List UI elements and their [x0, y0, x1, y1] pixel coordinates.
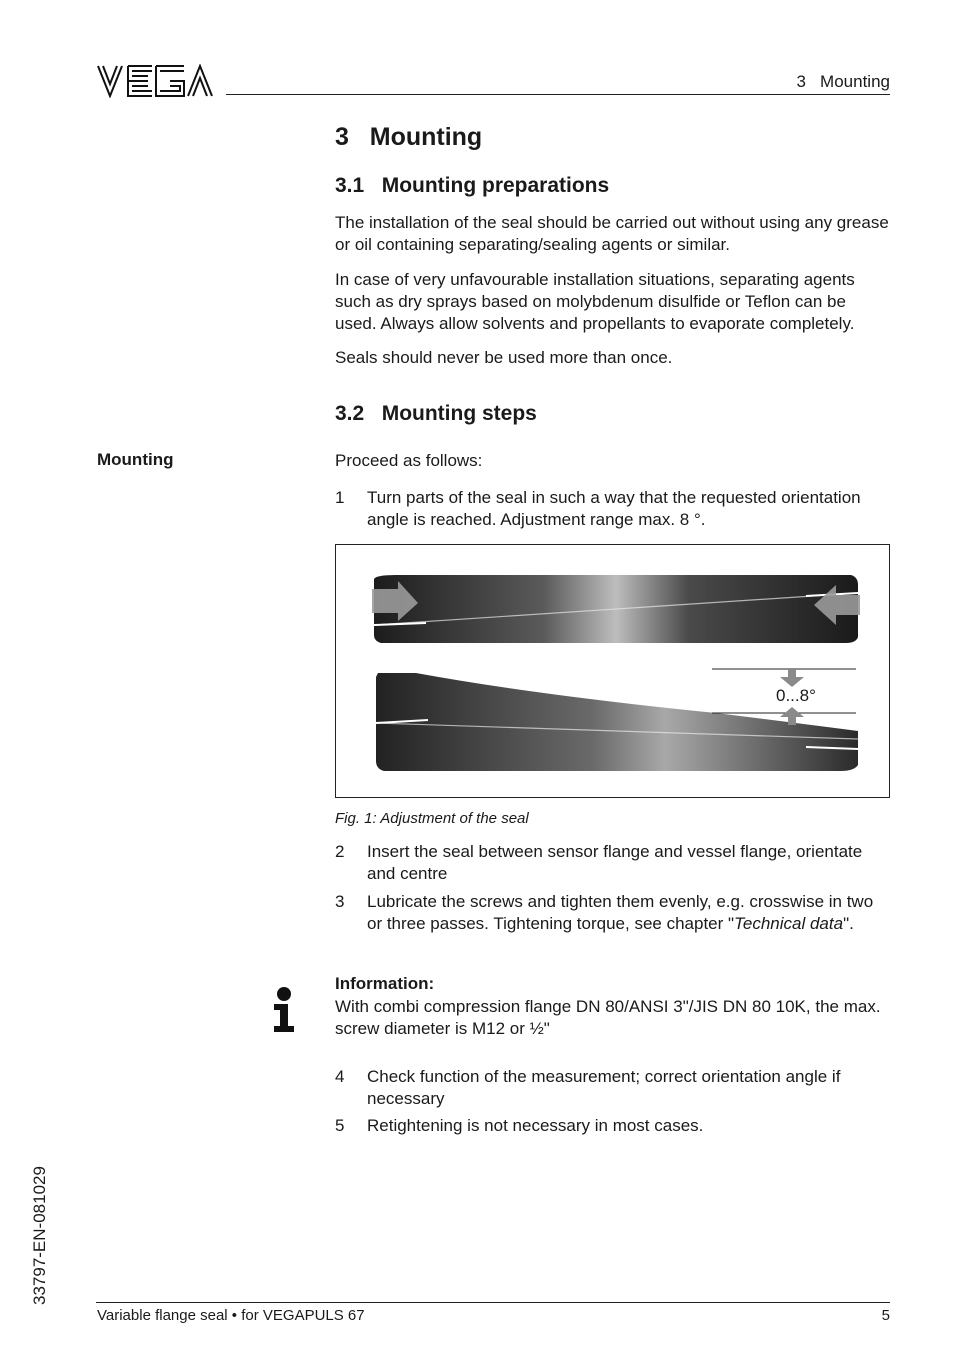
- paragraph: In case of very unfavourable installation situations, separating agents such as dry sprays based on molybdenum disulfide or Teflon can be used. Always allow solvents and propellants to evaporate completely.: [335, 270, 855, 333]
- document-code: 33797-EN-081029: [30, 1166, 49, 1305]
- step-text-part: ".: [843, 914, 854, 933]
- step-number: 2: [335, 842, 345, 861]
- page-number: 5: [881, 1307, 890, 1324]
- step-number: 3: [335, 892, 345, 911]
- step-number: 4: [335, 1067, 345, 1086]
- info-icon: [270, 986, 298, 1034]
- step-item: [335, 1115, 891, 1137]
- paragraph: The installation of the seal should be carried out without using any grease or oil containing separating/sealing agents or similar.: [335, 213, 889, 254]
- step-text: Retightening is not necessary in most cases.: [367, 1116, 704, 1135]
- section-title-3-1: 3.1 Mounting preparations: [335, 174, 610, 197]
- footer-rule: [96, 1302, 890, 1303]
- angle-label: 0...8°: [776, 686, 816, 705]
- paragraph: Seals should never be used more than once.: [335, 348, 673, 367]
- running-header: 3 Mounting: [796, 72, 890, 91]
- step-text-part: Lubricate the screws and tighten them evenly, e.g. crosswise in two or three passes. Tightening torque, see chapter ": [367, 892, 874, 933]
- chapter-title: 3 Mounting: [335, 123, 483, 151]
- step-number: 5: [335, 1116, 345, 1135]
- seal-illustration: [336, 545, 889, 797]
- step-text: Turn parts of the seal in such a way that the requested orientation angle is reached. Adjustment range max. 8 °.: [367, 488, 861, 529]
- info-text: With combi compression flange DN 80/ANSI 3"/JIS DN 80 10K, the max. screw diameter is M12 or ½": [335, 997, 881, 1038]
- step-text: Insert the seal between sensor flange and vessel flange, orientate and centre: [367, 842, 863, 883]
- margin-label: Mounting: [97, 450, 174, 469]
- seal-figure: [335, 544, 890, 798]
- step-item: [335, 891, 891, 935]
- footer-title: Variable flange seal • for VEGAPULS 67: [97, 1307, 365, 1324]
- header-rule: [226, 94, 890, 95]
- figure-caption: Fig. 1: Adjustment of the seal: [335, 810, 529, 827]
- step-text: Check function of the measurement; correct orientation angle if necessary: [367, 1067, 841, 1108]
- step-number: 1: [335, 488, 345, 507]
- steps-intro: Proceed as follows:: [335, 451, 483, 470]
- info-title: Information:: [335, 974, 435, 993]
- step-text: [367, 891, 891, 935]
- vega-logo: [96, 64, 214, 98]
- section-title-3-2: 3.2 Mounting steps: [335, 402, 537, 425]
- step-item: [335, 487, 891, 531]
- chapter-reference: Technical data: [734, 914, 844, 933]
- step-item: [335, 841, 891, 885]
- step-item: [335, 1066, 891, 1110]
